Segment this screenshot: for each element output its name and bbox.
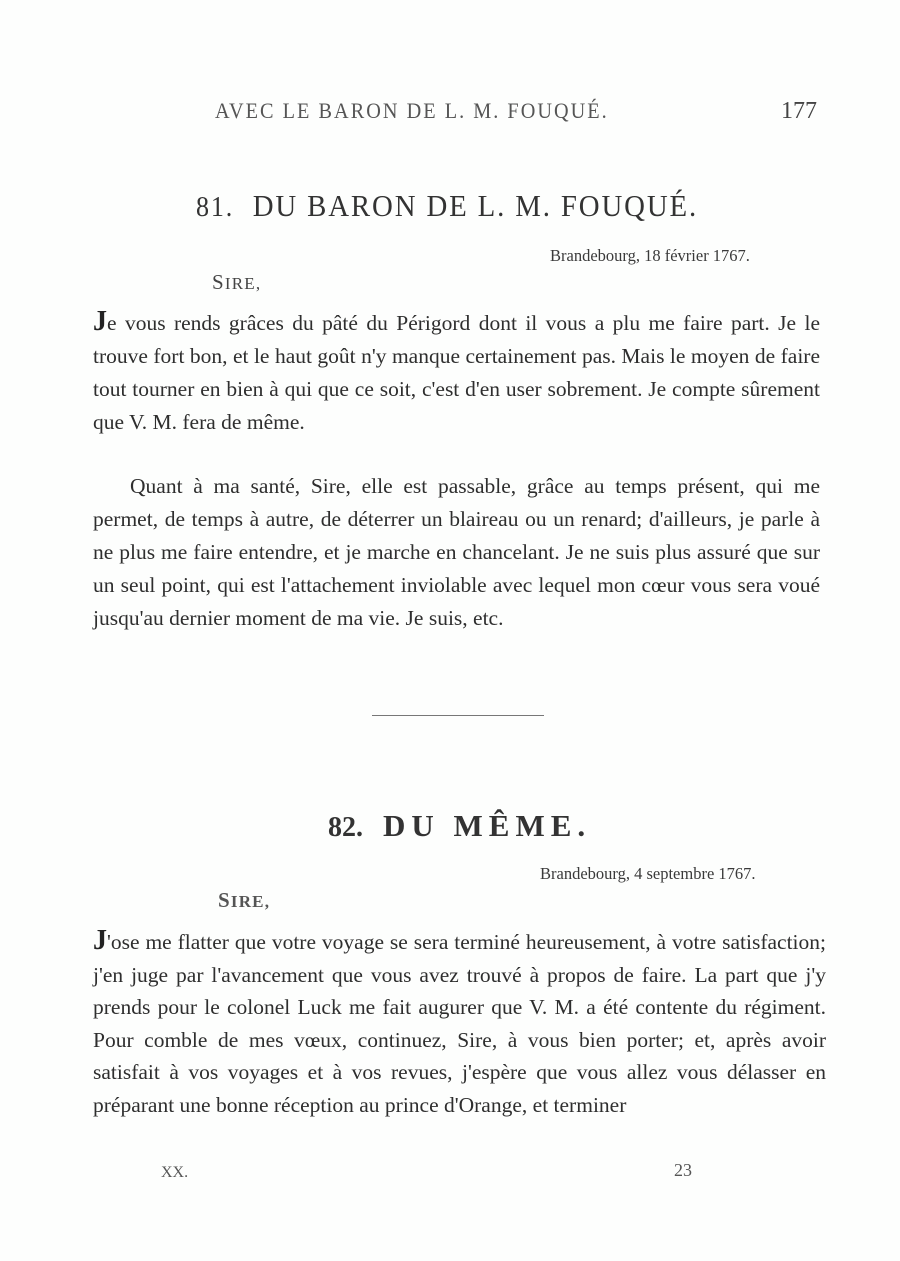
salutation-rest: IRE, — [224, 274, 262, 293]
letter-number: 81. — [196, 192, 235, 223]
running-head-title: AVEC LE BARON DE L. M. FOUQUÉ. — [215, 98, 609, 123]
letter-title: DU MÊME. — [383, 808, 592, 843]
volume-signature: XX. — [161, 1164, 189, 1181]
letter-82-salutation — [218, 888, 270, 913]
sheet-signature: 23 — [674, 1160, 692, 1180]
letter-82-heading — [328, 808, 591, 844]
initial-letter: J — [93, 306, 107, 337]
paragraph-text: 'ose me flatter que votre voyage se sera terminé heureusement, à votre satisfaction; j'en juge par l'avancement que vous avez trouvé à propos de faire. La part que j'y prends pour le colonel Luck me fait augurer que V. M. a été contente du régiment. Pour comble de mes vœux, continuez, Sire, à vous bien porter; et, après avoir satisfait à vos voyages et à vos revues, j'espère que vous allez vous délasser en préparant une bonne réception au prince d'Orange, et terminer — [93, 930, 826, 1117]
letter-81-paragraph-2: Quant à ma santé, Sire, elle est passable, grâce au temps présent, qui me permet, de temps à autre, de déterrer un blaireau ou un renard; d'ailleurs, je parle à ne plus me faire entendre, et je marche en chancelant. Je ne suis plus assuré que sur un seul point, qui est l'attachement inviolable avec lequel mon cœur vous sera voué jusqu'au dernier moment de ma vie. Je suis, etc. — [93, 474, 820, 630]
letter-number: 82. — [328, 812, 363, 843]
letter-82-dateline: Brandebourg, 4 septembre 1767. — [540, 864, 756, 883]
salutation-rest: IRE, — [230, 892, 271, 911]
letter-title: DU BARON DE L. M. FOUQUÉ. — [252, 188, 699, 223]
paragraph-text: e vous rends grâces du pâté du Périgord dont il vous a plu me faire part. Je le trouve fort bon, et le haut goût n'y manque certainement pas. Mais le moyen de faire tout tourner en bien à qui que ce soit, c'est d'en user sobrement. Je compte sûrement que V. M. fera de même. — [93, 311, 820, 434]
page-number: 177 — [781, 98, 817, 124]
initial-letter: J — [93, 925, 107, 956]
section-divider — [372, 715, 544, 716]
salutation-initial: S — [212, 270, 225, 294]
letter-81-heading — [196, 188, 698, 224]
letter-81-paragraph-1 — [93, 305, 820, 439]
letter-82-paragraph-1 — [93, 925, 826, 1121]
letter-81-salutation — [212, 270, 261, 295]
letter-81-dateline: Brandebourg, 18 février 1767. — [550, 246, 750, 265]
salutation-initial: S — [218, 888, 231, 912]
